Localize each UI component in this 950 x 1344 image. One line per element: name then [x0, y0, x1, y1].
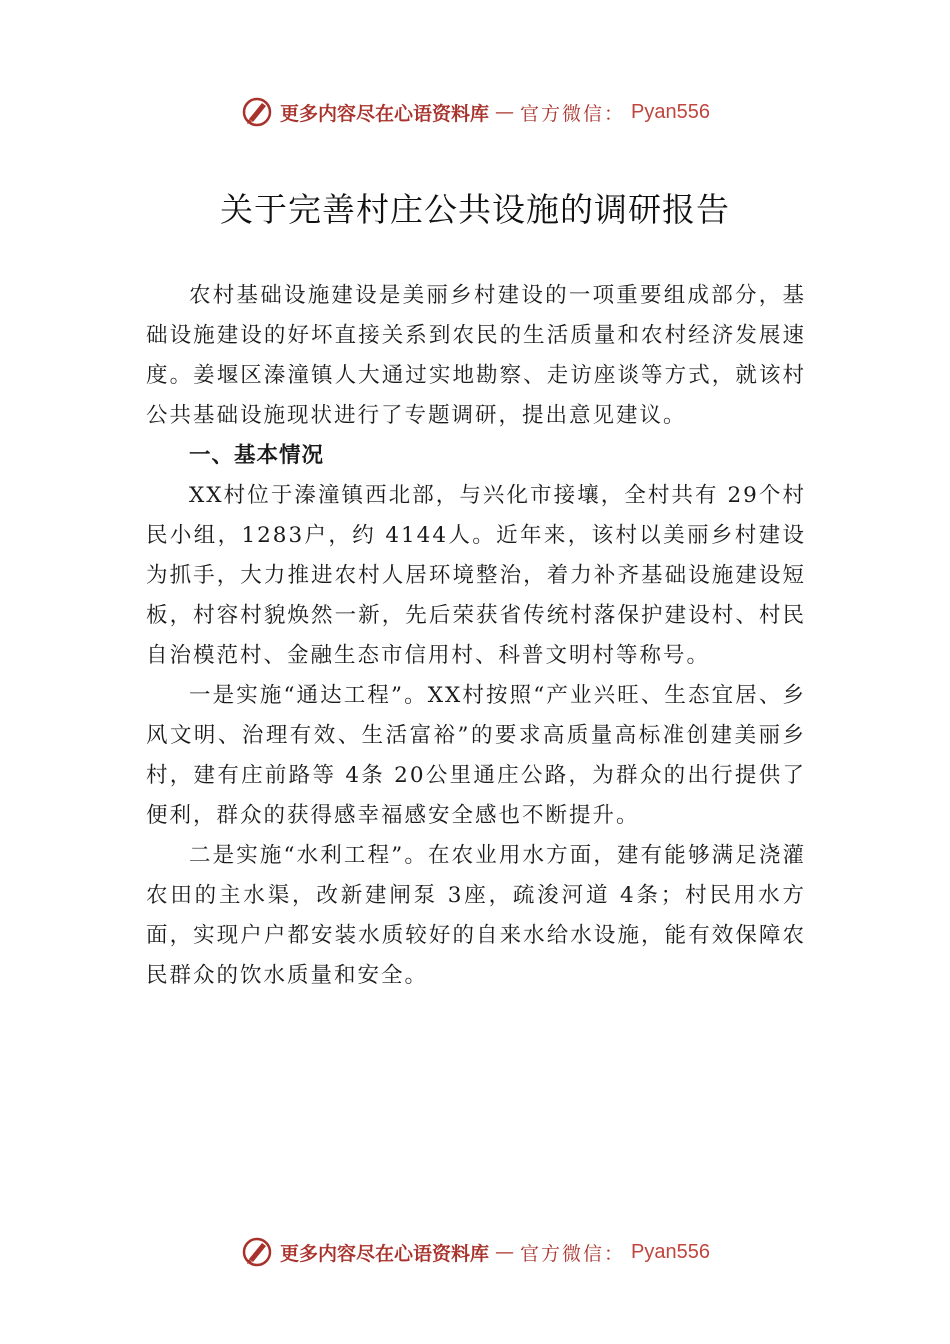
section-heading: 一、基本情况 — [189, 443, 325, 468]
banner-wechat-id: Pyan556 — [631, 100, 710, 123]
header-banner — [0, 92, 950, 132]
banner-dash: — — [495, 1241, 515, 1263]
paragraph-water-project: 二是实施“水利工程”。在农业用水方面，建有能够满足浇灌农田的主水渠，改新建闸泵 3座，疏浚河道 4条；村民用水方面，实现户户都安装水质较好的自来水给水设施，能有效保障农民群众的饮水质量和安全。 — [146, 843, 806, 988]
document-body — [146, 276, 806, 996]
banner-subtitle: 官方微信： — [520, 102, 626, 125]
document-title: 关于完善村庄公共设施的调研报告 — [220, 190, 730, 229]
banner-title: 更多内容尽在心语资料库 — [280, 1242, 490, 1265]
pen-logo-icon — [240, 1235, 274, 1269]
banner-subtitle: 官方微信： — [520, 1242, 626, 1265]
banner-wechat-id: Pyan556 — [631, 1240, 710, 1263]
banner-title: 更多内容尽在心语资料库 — [280, 102, 490, 125]
paragraph-road-project: 一是实施“通达工程”。XX村按照“产业兴旺、生态宜居、乡风文明、治理有效、生活富裕”的要求高质量高标准创建美丽乡村，建有庄前路等 4条 20公里通庄公路，为群众的出行提供了便利，群众的获得感幸福感安全感也不断提升。 — [146, 683, 806, 828]
banner-dash: — — [495, 101, 515, 123]
intro-paragraph: 农村基础设施建设是美丽乡村建设的一项重要组成部分，基础设施建设的好坏直接关系到农民的生活质量和农村经济发展速度。姜堰区溱潼镇人大通过实地勘察、走访座谈等方式，就该村公共基础设施现状进行了专题调研，提出意见建议。 — [146, 283, 806, 428]
pen-logo-icon — [240, 95, 274, 129]
paragraph-basic-info: XX村位于溱潼镇西北部，与兴化市接壤，全村共有 29个村民小组，1283户，约 4144人。近年来，该村以美丽乡村建设为抓手，大力推进农村人居环境整治，着力补齐基础设施建设短板，村容村貌焕然一新，先后荣获省传统村落保护建设村、村民自治模范村、金融生态市信用村、科普文明村等称号。 — [146, 483, 806, 668]
footer-banner — [0, 1232, 950, 1272]
